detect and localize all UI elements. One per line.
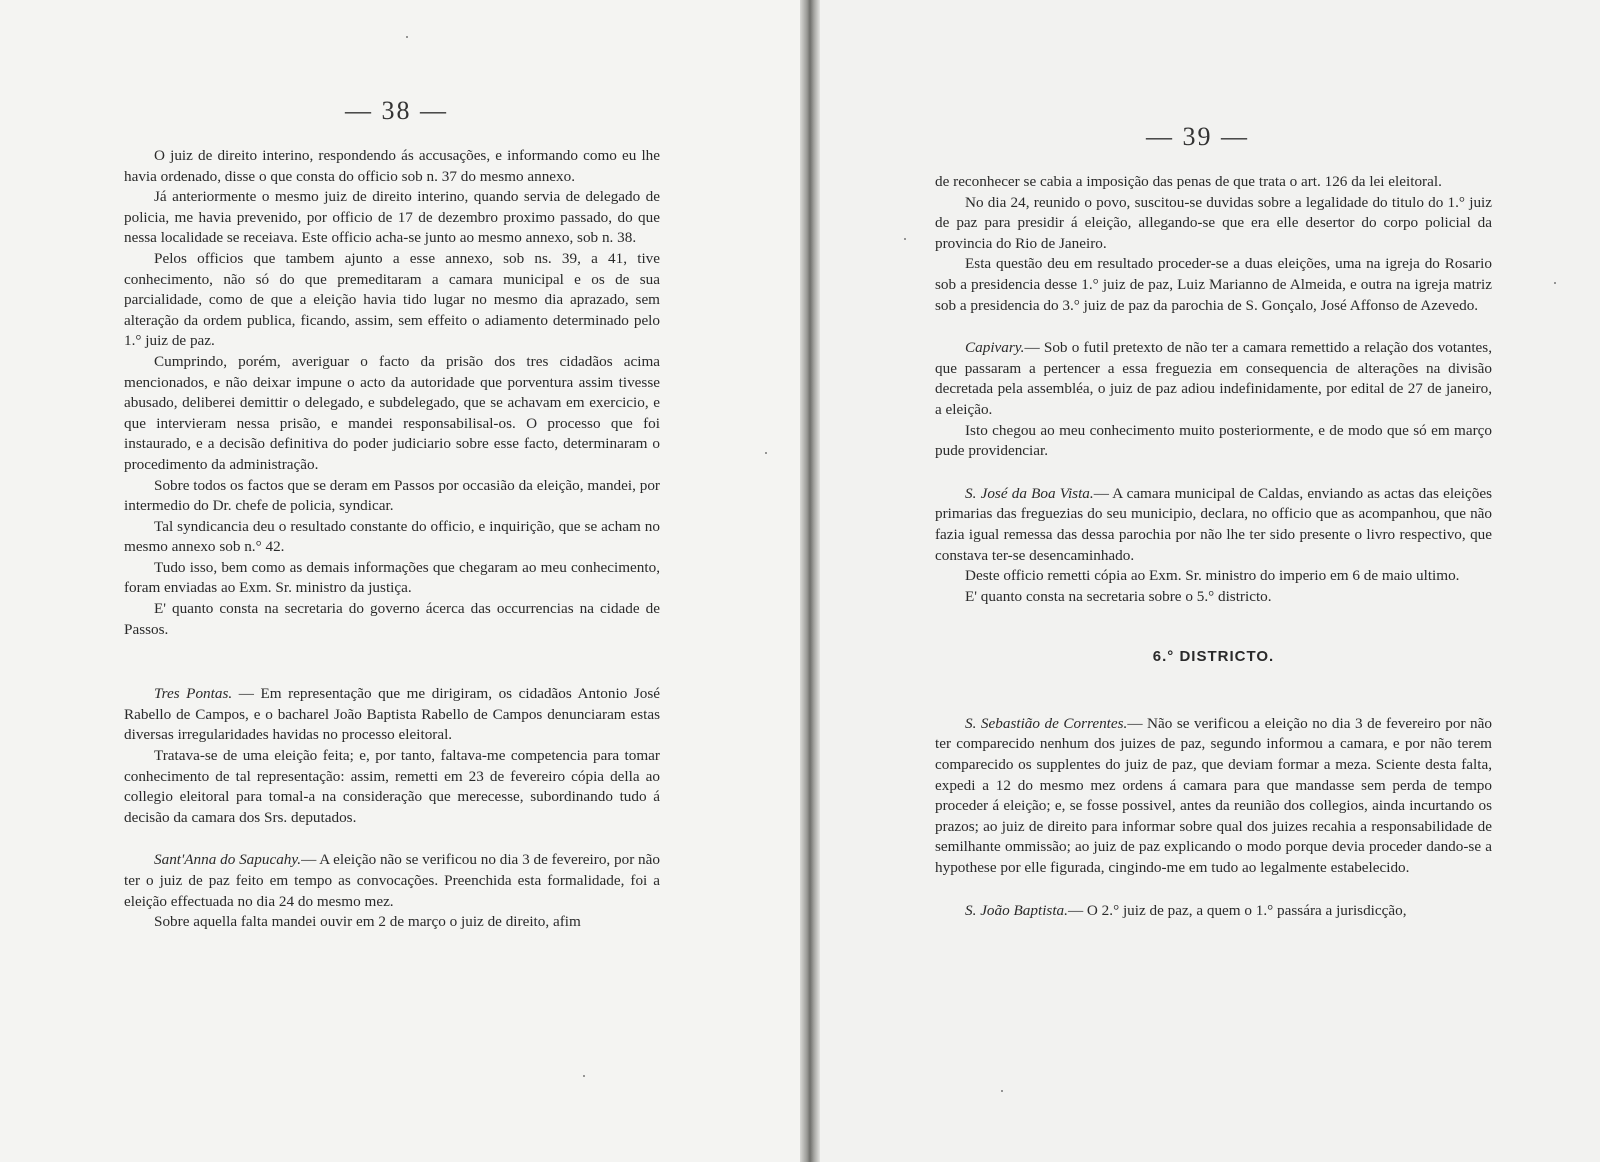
scan-speck: [583, 1075, 585, 1077]
section-text: — A camara municipal de Caldas, enviando as actas das eleições primarias das freguezias do seu municipio, declara, no officio que as acompanhou, que não fazia igual remessa das dessa parochia por não lhe ter sido presente o livro respectivo, que constava ter-se desencaminhado.: [935, 484, 1492, 564]
paragraph: Pelos officios que tambem ajunto a esse annexo, sob ns. 39, a 41, tive conhecimento, não só do que premeditaram a camara municipal e os de sua parcialidade, como de que a eleição havia tido lugar no mesmo dia aprazado, sem alteração da ordem publica, ficando, assim, sem effeito o adiamento determinado pelo 1.° juiz de paz.: [124, 249, 660, 350]
right-text-column: [935, 172, 1492, 921]
district-heading: 6.° DISTRICTO.: [1152, 648, 1275, 666]
section-santanna-do-sapucahy: [124, 850, 660, 912]
book-gutter: [800, 0, 820, 1162]
place-name: S. Sebastião de Correntes.: [965, 714, 1128, 732]
scan-speck: [765, 452, 767, 454]
section-sao-sebastiao-de-correntes: [935, 714, 1492, 879]
page-number-right: — 39 —: [1146, 122, 1249, 151]
right-page: [820, 0, 1600, 1162]
paragraph: Sobre aquella falta mandei ouvir em 2 de março o juiz de direito, afim: [154, 913, 581, 931]
scan-speck: [406, 36, 408, 38]
paragraph: Esta questão deu em resultado proceder-se a duas eleições, uma na igreja do Rosario sob a presidencia desse 1.° juiz de paz, Luiz Marianno de Almeida, e outra na igreja matriz sob a presidencia do 3.° juiz de paz da parochia de S. Gonçalo, José Affonso de Azevedo.: [935, 255, 1492, 314]
scan-speck: [1554, 282, 1556, 284]
scan-speck: [1001, 1090, 1003, 1092]
place-name: Tres Pontas.: [154, 685, 233, 703]
paragraph: E' quanto consta na secretaria sobre o 5.° districto.: [965, 587, 1272, 605]
scan-speck: [904, 238, 906, 240]
section-text: — O 2.° juiz de paz, a quem o 1.° passára a jurisdicção,: [1067, 901, 1407, 919]
section-sao-joao-baptista: [935, 901, 1492, 922]
paragraph: Sobre todos os factos que se deram em Passos por occasião da eleição, mandei, por intermedio do Dr. chefe de policia, syndicar.: [124, 476, 660, 515]
section-text: — A eleição não se verificou no dia 3 de fevereiro, por não ter o juiz de paz feito em tempo as convocações. Preenchida esta formalidade, foi a eleição effectuada no dia 24 do mesmo mez.: [124, 851, 660, 910]
paragraph: Tal syndicancia deu o resultado constante do officio, e inquirição, que se acham no mesmo annexo sob n.° 42.: [124, 517, 660, 556]
place-name: S. José da Boa Vista.: [965, 484, 1094, 502]
section-sao-jose-da-boa-vista: [935, 484, 1492, 566]
paragraph: Tudo isso, bem como as demais informações que chegaram ao meu conhecimento, foram enviadas ao Exm. Sr. ministro da justiça.: [124, 558, 660, 597]
section-tres-pontas: [124, 684, 660, 746]
section-text: — Sob o futil pretexto de não ter a camara remettido a relação dos votantes, que passaram a pertencer a essa freguezia em consequencia de alterações na divisão decretada pela assembléa, o juiz de paz adiou indefinidamente, por edital de 27 de janeiro, a eleição.: [935, 339, 1492, 418]
paragraph: Cumprindo, porém, averiguar o facto da prisão dos tres cidadãos acima mencionados, e não deixar impune o acto da autoridade que porventura assim tivesse abusado, deliberei demittir o delegado, e subdelegado, que se achavam em exercicio, e que intervieram nessa prisão, e mandei responsabilisal-os. O processo que foi instaurado, e a decisão definitiva do poder judiciario sobre esse facto, determinaram o procedimento da administração.: [124, 352, 660, 473]
place-name: S. João Baptista.: [965, 901, 1068, 919]
paragraph: Isto chegou ao meu conhecimento muito posteriormente, e de modo que só em março pude providenciar.: [935, 421, 1492, 460]
place-name: Capivary.: [965, 339, 1025, 357]
paragraph: Deste officio remetti cópia ao Exm. Sr. ministro do imperio em 6 de maio ultimo.: [965, 567, 1460, 585]
section-capivary: [935, 338, 1492, 420]
paragraph: Já anteriormente o mesmo juiz de direito interino, quando servia de delegado de policia, me havia prevenido, por officio de 17 de dezembro proximo passado, do que nessa localidade se receiava. Este officio acha-se junto ao mesmo annexo, sob n. 38.: [124, 188, 660, 247]
place-name: Sant'Anna do Sapucahy.: [154, 851, 302, 869]
section-text: — Não se verificou a eleição no dia 3 de fevereiro por não ter comparecido nenhum dos juizes de paz, segundo informou a camara, e por não terem comparecido os supplentes do juiz de paz, que deviam formar a meza. Sciente desta falta, expedi a 12 do mesmo mez ordens á camara para que mandasse sem perda de tempo proceder á eleição; e, se fosse possivel, antes da reunião dos collegios, ainda incurtando os prazos; ao juiz de direito para informar sobre qual dos juizes recahia a responsabilidade de semilhante ommissão; ao juiz de paz explicando o modo porque devia proceder dando-se a hypothese por elle figurada, cingindo-me em tudo ao legalmente estabelecido.: [935, 714, 1492, 877]
paragraph: Tratava-se de uma eleição feita; e, por tanto, faltava-me competencia para tomar conhecimento de tal representação: assim, remetti em 23 de fevereiro cópia della ao collegio eleitoral para tomal-a na consideração que merecesse, subordinando tudo á decisão da camara dos Srs. deputados.: [124, 747, 660, 826]
paragraph: O juiz de direito interino, respondendo ás accusações, e informando como eu lhe havia ordenado, disse o que consta do officio sob n. 37 do mesmo annexo.: [124, 147, 660, 185]
page-number-left: — 38 —: [345, 96, 448, 125]
paragraph: E' quanto consta na secretaria do governo ácerca das occurrencias na cidade de Passos.: [124, 600, 660, 638]
paragraph: No dia 24, reunido o povo, suscitou-se duvidas sobre a legalidade do titulo do 1.° juiz de paz para presidir á eleição, allegando-se que era elle desertor do corpo policial da provincia do Rio de Janeiro.: [935, 193, 1492, 252]
left-text-column: [124, 146, 660, 933]
paragraph: de reconhecer se cabia a imposição das penas de que trata o art. 126 da lei eleitoral.: [935, 173, 1442, 190]
section-text: — Em representação que me dirigiram, os cidadãos Antonio José Rabello de Campos, e o bacharel João Baptista Rabello de Campos denunciaram estas diversas irregularidades havidas no processo eleitoral.: [124, 685, 660, 744]
